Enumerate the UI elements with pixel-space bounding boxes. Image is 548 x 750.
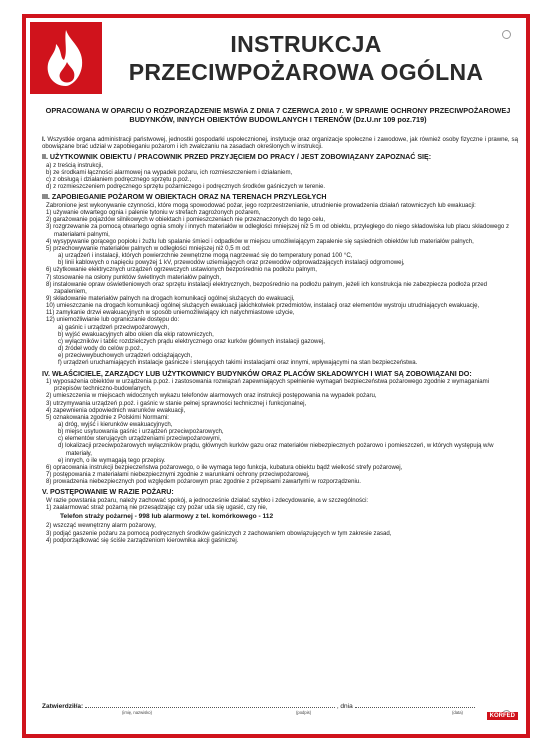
list-item: b) wyjść ewakuacyjnych albo okien dla ekip ratowniczych,: [58, 330, 214, 338]
caption-date: (data): [452, 710, 463, 715]
approval-section: [42, 703, 518, 719]
list-item: 4) podporządkować się ściśle zarządzeniom kierownika akcji gaśniczej.: [46, 536, 239, 544]
basis-line: OPRACOWANA W OPARCIU O ROZPORZĄDZENIE MSWiA Z DNIA 7 CZERWCA 2010 r. W SPRAWIE OCHRONY PRZECIWPOŻAROWEJ: [45, 106, 511, 115]
list-item: 1) wyposażenia obiektów w urządzenia p.poż. i zastosowania rozwiązań zapewniających spełnienie wymagań bezpieczeństwa pożarowego zgodnie z wymaganiami przepisów techniczno-budowlanych,: [46, 378, 490, 393]
section-4-list: [42, 378, 518, 485]
list-item: 3) podjąć gaszenie pożaru za pomocą podręcznych środków gaśniczych z zachowaniem obowiązujących w tym zakresie zasad,: [46, 529, 392, 537]
mounting-hole: [502, 30, 511, 39]
brand-logo: KORFED: [487, 712, 518, 720]
caption-signature: (podpis): [296, 710, 312, 715]
list-item: 8) prowadzenia niebezpiecznych pod względem pożarowym prac zgodnie z przepisami zawartymi w rozporządzeniu.: [46, 478, 361, 486]
list-item: 4) zapewnienia odpowiednich warunków ewakuacji,: [46, 406, 186, 414]
instruction-content: [42, 136, 518, 544]
list-item: 2) wszcząć wewnętrzny alarm pożarowy,: [46, 522, 156, 530]
list-item: 12) uniemożliwianie lub ograniczanie dostępu do:: [46, 316, 180, 324]
list-item: b) miejsc usytuowania gaśnic i urządzeń przeciwpożarowych,: [58, 428, 224, 436]
section-1-number: I.: [42, 136, 46, 143]
section-1-text: Wszystkie organa administracji państwowej, jednostki gospodarki uspołecznionej, instytucje oraz organizacje społeczne i zawodowe, jak również osoby fizyczne i prawne, są obowiązane brać udział w zapobieganiu pożarom i ich zwalczaniu na zasadach określonych w instrukcji.: [42, 136, 518, 151]
list-item: 7) postępowania z materiałami niebezpiecznymi zgodnie z warunkami ochrony przeciwpożarowej,: [46, 471, 310, 479]
fire-phone-numbers: Telefon straży pożarnej - 998 lub alarmowy z tel. komórkowego - 112: [60, 513, 274, 521]
caption-name: (imię, nazwisko): [122, 710, 153, 715]
section-5-list-a: [42, 504, 518, 511]
list-item: d) lokalizacji przeciwpożarowych wyłączników prądu, głównych kurków gazu oraz materiałów niebezpiecznych pożarowo i pomieszczeń, w których występują w/w materiały,: [58, 442, 494, 457]
list-item: 5) przechowywanie materiałów palnych w odległości mniejszej niż 0,5 m od:: [46, 244, 251, 252]
section-2-list: [42, 162, 518, 191]
list-item: c) wyłączników i tablic rozdzielczych prądu elektrycznego oraz kurków głównych instalacji gazowej,: [58, 337, 325, 345]
page-title: [116, 30, 496, 86]
list-item: a) gaśnic i urządzeń przeciwpożarowych,: [58, 323, 170, 331]
list-item: 3) utrzymywania urządzeń p.poż. i gaśnic w stanie pełnej sprawności technicznej i funkcjonalnej,: [46, 399, 307, 407]
list-item: 8) instalowanie opraw oświetleniowych oraz sprzętu instalacji elektrycznych, bezpośrednio na podłożu palnym, jeżeli ich konstrukcja nie zabezpiecza podłoża przed zapaleniem,: [46, 280, 488, 295]
list-item: 6) opracowania instrukcji bezpieczeństwa pożarowego, o ile wymaga tego funkcja, kubatura obiektu bądź wielkość strefy pożarowej,: [46, 463, 403, 471]
list-item: 2) garażowanie pojazdów silnikowych w obiektach i pomieszczeniach nie przeznaczonych do tego celu,: [46, 216, 326, 224]
list-item: b) ze środkami łączności alarmowej na wypadek pożaru, ich rozmieszczeniem i działaniem,: [46, 168, 293, 176]
list-item: a) z treścią instrukcji,: [46, 161, 103, 169]
approval-signature-line[interactable]: [85, 707, 335, 708]
list-item: b) linii kablowych o napięciu powyżej 1 kV, przewodów uziemiających oraz przewodów odprowadzających instalacji odgromowej,: [58, 259, 405, 267]
list-item: d) źródeł wody do celów p.poż.,: [58, 345, 144, 353]
section-5-intro: W razie powstania pożaru, należy zachować spokój, a jednocześnie działać szybko i zdecydowanie, a w szczególności:: [46, 496, 369, 504]
title-line: INSTRUKCJA: [230, 31, 382, 57]
list-item: d) z rozmieszczeniem podręcznego sprzętu pożarniczego i podręcznych środków gaśniczych w terenie.: [46, 183, 326, 191]
list-item: e) innych, o ile wymagają tego przepisy.: [58, 456, 166, 464]
legal-basis: [38, 106, 518, 124]
list-item: 6) użytkowanie elektrycznych urządzeń ogrzewczych ustawionych bezpośrednio na podłożu palnym,: [46, 266, 317, 274]
list-item: 9) składowanie materiałów palnych na drogach komunikacji ogólnej służących do ewakuacji,: [46, 294, 295, 302]
section-4-heading: IV. WŁAŚCICIELE, ZARZĄDCY LUB UŻYTKOWNICY BUDYNKÓW ORAZ PLACÓW SKŁADOWYCH I WIAT SĄ ZOBOWIĄZANI DO:: [42, 369, 472, 378]
section-3-list: [42, 209, 518, 366]
section-3-intro: Zabronione jest wykonywanie czynności, które mogą spowodować pożar, jego rozprzestrzenianie, utrudnienie prowadzenia działań ratowniczych lub ewakuacji:: [46, 201, 476, 209]
date-label: , dnia: [336, 703, 353, 710]
list-item: a) dróg, wyjść i kierunków ewakuacyjnych,: [58, 420, 173, 428]
list-item: 1) używanie otwartego ognia i palenie tytoniu w strefach zagrożonych pożarem,: [46, 209, 261, 217]
date-line[interactable]: [355, 707, 475, 708]
list-item: 5) oznakowania zgodnie z Polskimi Normami:: [46, 413, 169, 421]
flame-icon: [30, 22, 102, 94]
section-3-heading: III. ZAPOBIEGANIE POŻAROM W OBIEKTACH ORAZ NA TERENACH PRZYLEGŁYCH: [42, 193, 327, 202]
list-item: 1) zaalarmować straż pożarną nie przesądzając czy pożar uda się ugasić, czy nie,: [46, 504, 268, 512]
approval-label: Zatwierdził/a:: [42, 703, 84, 710]
list-item: 3) rozgrzewanie za pomocą otwartego ognia smoły i innych materiałów w odległości mniejszej niż 5 m od obiektu, przyległego do niego składowiska lub placu składowego z materiałami palnymi,: [46, 223, 510, 238]
list-item: 11) zamykanie drzwi ewakuacyjnych w sposób uniemożliwiający ich natychmiastowe użycie,: [46, 309, 295, 317]
section-5-list-b: [42, 522, 518, 543]
section-2-heading: II. UŻYTKOWNIK OBIEKTU / PRACOWNIK PRZED PRZYJĘCIEM DO PRACY / JEST ZOBOWIĄZANY ZAPOZNAĆ SIĘ:: [42, 153, 432, 162]
section-5-heading: V. POSTĘPOWANIE W RAZIE POŻARU:: [42, 488, 174, 497]
list-item: e) przeciwwybuchowych urządzeń odciążających,: [58, 352, 193, 360]
list-item: f) urządzeń uruchamiających instalacje gaśnicze i sterujących takimi instalacjami oraz innymi, wpływającymi na stan bezpieczeństwa.: [58, 359, 418, 367]
list-item: 10) umieszczanie na drogach komunikacji ogólnej służących ewakuacji jakichkolwiek przedmiotów, instalacji oraz elementów wystroju utrudniających ewakuację,: [46, 302, 480, 310]
list-item: c) elementów sterujących urządzeniami przeciwpożarowymi,: [58, 435, 222, 443]
section-1: [42, 136, 518, 150]
list-item: 2) umieszczenia w miejscach widocznych wykazu telefonów alarmowych oraz instrukcji postępowania na wypadek pożaru,: [46, 392, 377, 400]
title-line: PRZECIWPOŻAROWA OGÓLNA: [128, 59, 484, 85]
list-item: c) z obsługą i działaniem podręcznego sprzętu p.poż.,: [46, 176, 192, 184]
basis-line: BUDYNKÓW, INNYCH OBIEKTÓW BUDOWLANYCH I TERENÓW (Dz.U.nr 109 poz.719): [129, 115, 427, 124]
list-item: a) urządzeń i instalacji, których powierzchnie zewnętrzne mogą nagrzewać się do temperatury ponad 100 °C,: [58, 252, 353, 260]
instruction-board: [22, 14, 530, 738]
list-item: 4) wysypywanie gorącego popiołu i żużlu lub spalanie śmieci i odpadków w miejscu umożliwiającym zapalenie się sąsiednich obiektów lub materiałów palnych,: [46, 237, 474, 245]
list-item: 7) stosowanie na osłony punktów świetlnych materiałów palnych,: [46, 273, 222, 281]
